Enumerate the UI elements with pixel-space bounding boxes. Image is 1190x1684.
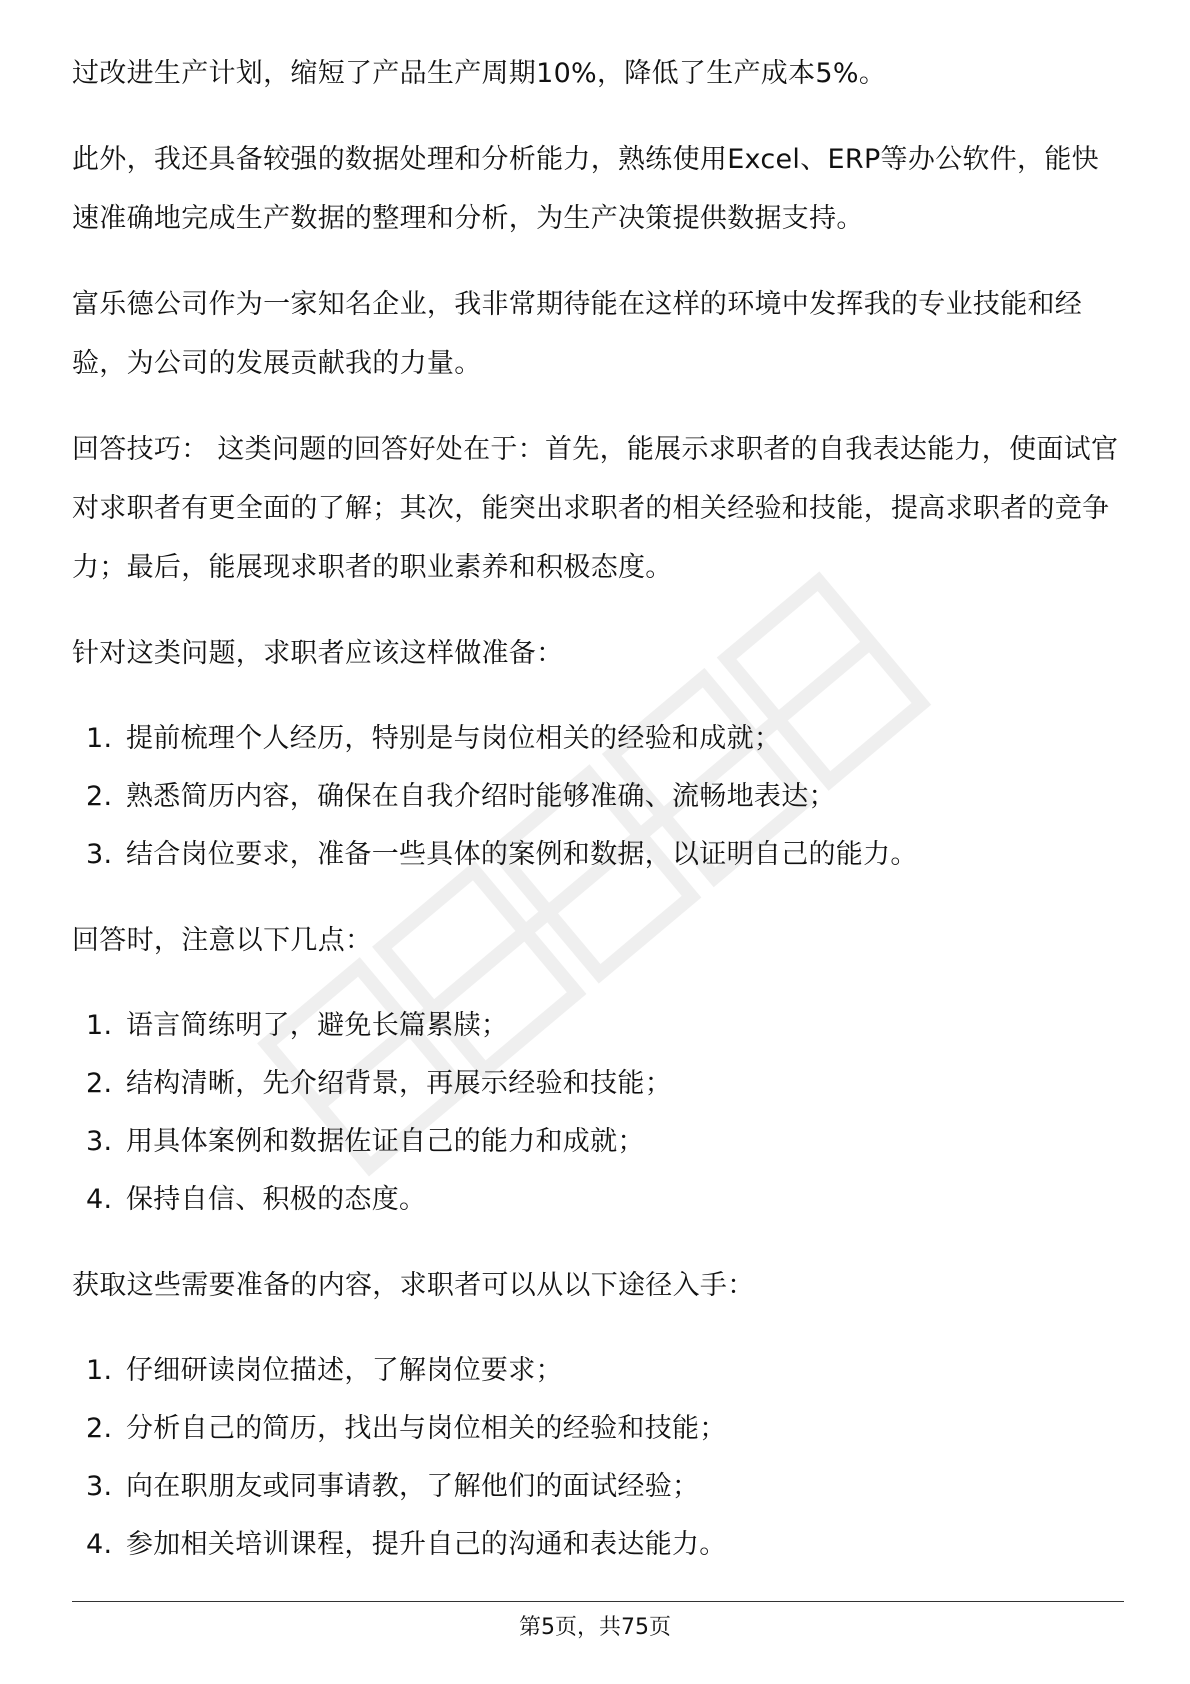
list-text: 保持自信、积极的态度。 xyxy=(126,1184,427,1215)
paragraph: 回答技巧： 这类问题的回答好处在于：首先，能展示求职者的自我表达能力，使面试官对求职者有更全面的了解；其次，能突出求职者的相关经验和技能，提高求职者的竞争力；最后，能展现求职者的职业素养和积极态度。 xyxy=(72,434,1119,583)
list-number: 4. xyxy=(86,1184,113,1215)
paragraph: 过改进生产计划，缩短了产品生产周期10%，降低了生产成本5%。 xyxy=(72,58,887,89)
list-item xyxy=(72,1516,1122,1574)
list-item xyxy=(72,997,1122,1055)
list-text: 结构清晰，先介绍背景，再展示经验和技能； xyxy=(126,1068,672,1099)
list-text: 熟悉简历内容，确保在自我介绍时能够准确、流畅地表达； xyxy=(126,781,836,812)
document-body xyxy=(72,44,1122,1601)
preparation-list xyxy=(72,710,1122,884)
list-item xyxy=(72,1342,1122,1400)
list-text: 参加相关培训课程，提升自己的沟通和表达能力。 xyxy=(126,1529,727,1560)
list-number: 3. xyxy=(86,839,113,870)
list-text: 向在职朋友或同事请教，了解他们的面试经验； xyxy=(126,1471,700,1502)
list-item xyxy=(72,1400,1122,1458)
paragraph: 获取这些需要准备的内容，求职者可以从以下途径入手： xyxy=(72,1270,755,1301)
list-number: 3. xyxy=(86,1126,113,1157)
list-item xyxy=(72,1171,1122,1229)
list-number: 1. xyxy=(86,723,113,754)
list-item xyxy=(72,710,1122,768)
paragraph: 富乐德公司作为一家知名企业，我非常期待能在这样的环境中发挥我的专业技能和经验，为公司的发展贡献我的力量。 xyxy=(72,289,1083,379)
paragraph: 针对这类问题，求职者应该这样做准备： xyxy=(72,638,564,669)
list-number: 1. xyxy=(86,1010,113,1041)
list-item xyxy=(72,768,1122,826)
list-number: 1. xyxy=(86,1355,113,1386)
paragraph: 此外，我还具备较强的数据处理和分析能力，熟练使用Excel、ERP等办公软件，能快速准确地完成生产数据的整理和分析，为生产决策提供数据支持。 xyxy=(72,144,1099,234)
answer-tips-list xyxy=(72,997,1122,1229)
list-text: 结合岗位要求，准备一些具体的案例和数据，以证明自己的能力。 xyxy=(126,839,918,870)
list-item xyxy=(72,1113,1122,1171)
page-number: 第5页，共75页 xyxy=(519,1615,671,1640)
footer-divider xyxy=(72,1601,1124,1602)
paragraph: 回答时，注意以下几点： xyxy=(72,925,373,956)
list-number: 2. xyxy=(86,781,113,812)
list-number: 2. xyxy=(86,1413,113,1444)
list-item xyxy=(72,1055,1122,1113)
list-item xyxy=(72,1458,1122,1516)
list-text: 语言简练明了，避免长篇累牍； xyxy=(126,1010,509,1041)
sources-list xyxy=(72,1342,1122,1574)
list-number: 2. xyxy=(86,1068,113,1099)
list-text: 提前梳理个人经历，特别是与岗位相关的经验和成就； xyxy=(126,723,782,754)
list-number: 4. xyxy=(86,1529,113,1560)
list-item xyxy=(72,826,1122,884)
list-text: 仔细研读岗位描述，了解岗位要求； xyxy=(126,1355,563,1386)
list-text: 分析自己的简历，找出与岗位相关的经验和技能； xyxy=(126,1413,727,1444)
list-text: 用具体案例和数据佐证自己的能力和成就； xyxy=(126,1126,645,1157)
list-number: 3. xyxy=(86,1471,113,1502)
